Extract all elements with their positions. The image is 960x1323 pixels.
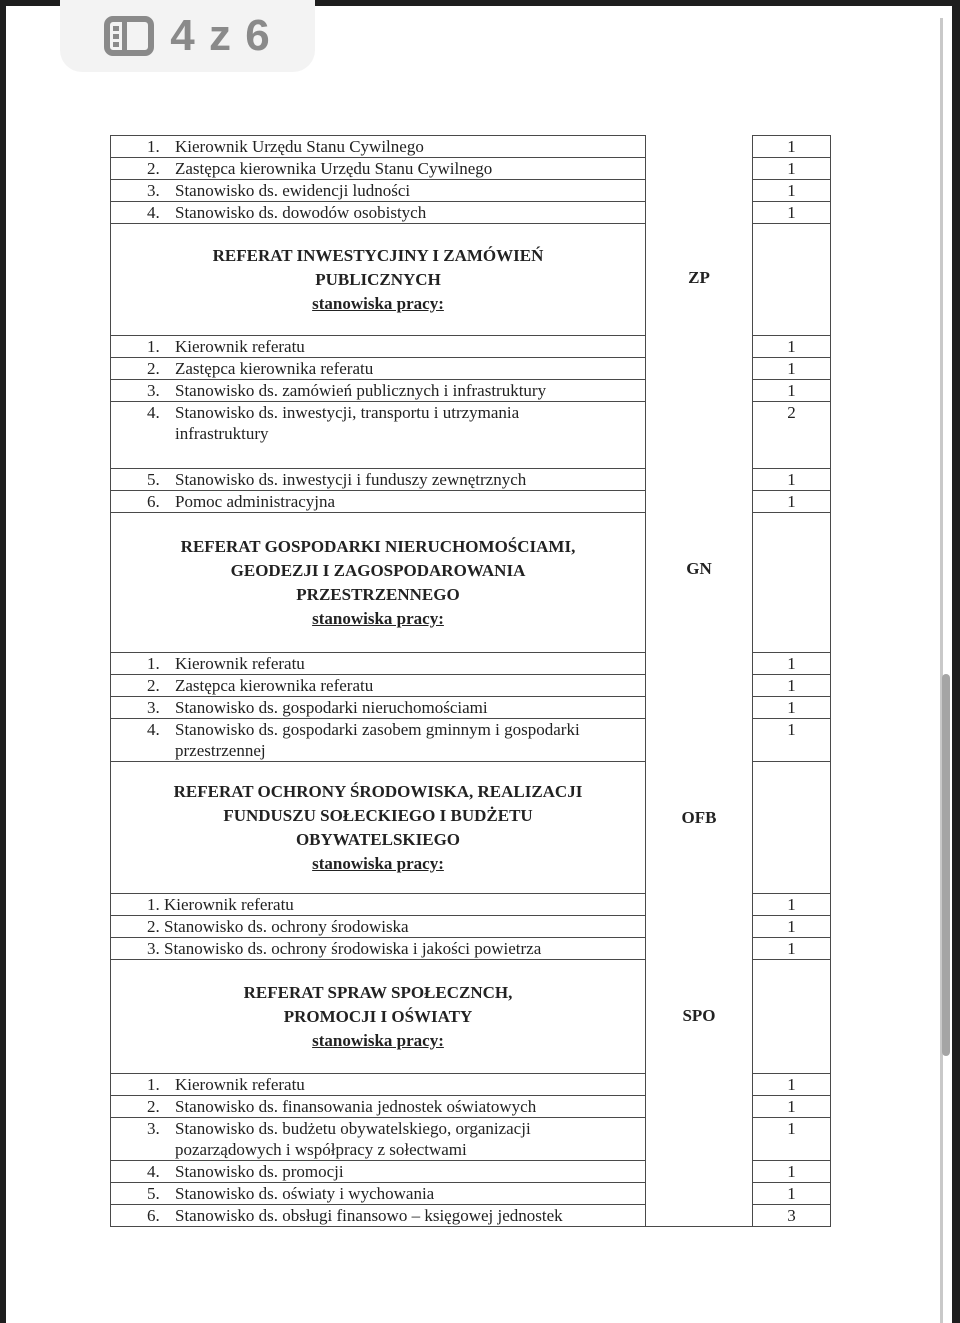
position-count: 1: [753, 697, 831, 719]
position-name: 4. Stanowisko ds. gospodarki zasobem gminnym i gospodarki przestrzennej: [111, 719, 646, 762]
table-row: [111, 136, 831, 158]
position-name: 1. Kierownik Urzędu Stanu Cywilnego: [111, 136, 646, 158]
position-count: 1: [753, 336, 831, 358]
empty-count-cell: [753, 224, 831, 336]
position-name: 2. Zastępca kierownika referatu: [111, 358, 646, 380]
sidebar-panel-icon[interactable]: [104, 16, 154, 56]
position-name: 5. Stanowisko ds. oświaty i wychowania: [111, 1183, 646, 1205]
section-header-spo: [111, 960, 831, 1074]
position-count: 1: [753, 1118, 831, 1161]
section-subtitle: stanowiska pracy:: [312, 293, 444, 313]
position-name: 3. Stanowisko ds. ochrony środowiska i jakości powietrza: [111, 938, 646, 960]
position-count: 1: [753, 1096, 831, 1118]
position-count: 1: [753, 938, 831, 960]
section-header-ofb: [111, 762, 831, 894]
position-name: 2. Stanowisko ds. ochrony środowiska: [111, 916, 646, 938]
page-counter: 4 z 6: [170, 11, 271, 60]
position-name: 1. Kierownik referatu: [111, 894, 646, 916]
position-count: 1: [753, 1074, 831, 1096]
position-name: 1. Kierownik referatu: [111, 336, 646, 358]
department-code-cell: [646, 136, 753, 224]
position-count: 1: [753, 894, 831, 916]
position-name: 5. Stanowisko ds. inwestycji i funduszy zewnętrznych: [111, 469, 646, 491]
section-subtitle: stanowiska pracy:: [312, 608, 444, 628]
scrollbar-thumb[interactable]: [942, 674, 950, 1056]
position-name: 4. Stanowisko ds. inwestycji, transportu i utrzymania infrastruktury: [111, 402, 646, 469]
position-count: 1: [753, 358, 831, 380]
position-count: 1: [753, 380, 831, 402]
positions-table: [110, 135, 830, 1227]
section-subtitle: stanowiska pracy:: [312, 1030, 444, 1050]
position-count: 1: [753, 491, 831, 513]
section-title: REFERAT GOSPODARKI NIERUCHOMOŚCIAMI, GEODEZJI I ZAGOSPODAROWANIA PRZESTRZENNEGO stanowiska pracy:: [111, 513, 646, 653]
position-name: 1. Kierownik referatu: [111, 1074, 646, 1096]
position-name: 2. Zastępca kierownika referatu: [111, 675, 646, 697]
position-count: 1: [753, 1183, 831, 1205]
empty-count-cell: [753, 960, 831, 1074]
section-title: REFERAT OCHRONY ŚRODOWISKA, REALIZACJI FUNDUSZU SOŁECKIEGO I BUDŻETU OBYWATELSKIEGO stanowiska pracy:: [111, 762, 646, 894]
department-code: ZP: [646, 224, 753, 513]
department-code: OFB: [646, 762, 753, 960]
position-count: 1: [753, 916, 831, 938]
department-code: SPO: [646, 960, 753, 1227]
position-name: 3. Stanowisko ds. zamówień publicznych i infrastruktury: [111, 380, 646, 402]
empty-count-cell: [753, 762, 831, 894]
section-title: REFERAT INWESTYCJINY I ZAMÓWIEŃ PUBLICZNYCH stanowiska pracy:: [111, 224, 646, 336]
position-name: 2. Stanowisko ds. finansowania jednostek oświatowych: [111, 1096, 646, 1118]
position-name: 4. Stanowisko ds. dowodów osobistych: [111, 202, 646, 224]
position-count: 1: [753, 180, 831, 202]
position-count: 2: [753, 402, 831, 469]
scrollbar-track[interactable]: [940, 18, 943, 1323]
position-count: 1: [753, 469, 831, 491]
position-count: 1: [753, 653, 831, 675]
position-name: 1. Kierownik referatu: [111, 653, 646, 675]
position-name: 4. Stanowisko ds. promocji: [111, 1161, 646, 1183]
position-count: 1: [753, 675, 831, 697]
position-name: 3. Stanowisko ds. ewidencji ludności: [111, 180, 646, 202]
section-header-gn: [111, 513, 831, 653]
page-indicator[interactable]: [60, 0, 315, 72]
position-count: 3: [753, 1205, 831, 1227]
department-code: GN: [646, 513, 753, 762]
section-header-zp: [111, 224, 831, 336]
position-count: 1: [753, 158, 831, 180]
position-count: 1: [753, 719, 831, 762]
position-name: 2. Zastępca kierownika Urzędu Stanu Cywilnego: [111, 158, 646, 180]
section-subtitle: stanowiska pracy:: [312, 853, 444, 873]
position-count: 1: [753, 1161, 831, 1183]
position-name: 3. Stanowisko ds. gospodarki nieruchomościami: [111, 697, 646, 719]
position-count: 1: [753, 136, 831, 158]
position-count: 1: [753, 202, 831, 224]
section-title: REFERAT SPRAW SPOŁECZNCH, PROMOCJI I OŚWIATY stanowiska pracy:: [111, 960, 646, 1074]
position-name: 6. Pomoc administracyjna: [111, 491, 646, 513]
position-name: 6. Stanowisko ds. obsługi finansowo – księgowej jednostek: [111, 1205, 646, 1227]
position-name: 3. Stanowisko ds. budżetu obywatelskiego, organizacji pozarządowych i współpracy z sołectwami: [111, 1118, 646, 1161]
empty-count-cell: [753, 513, 831, 653]
